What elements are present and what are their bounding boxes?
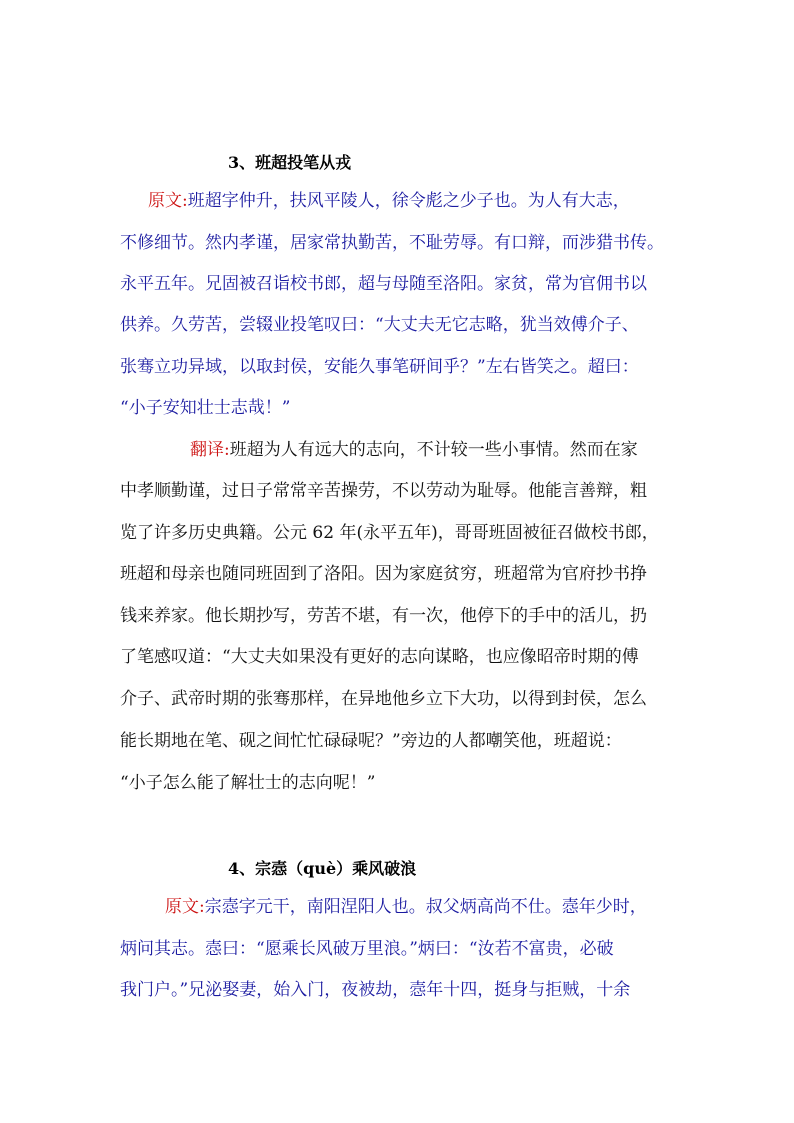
section3-original-line-1: 原文:班超字仲升，扶风平陵人，徐令彪之少子也。为人有大志，	[148, 191, 630, 211]
section3-translation-line-8: 能长期地在笔、砚之间忙忙碌碌呢？”旁边的人都嘲笑他，班超说：	[120, 731, 622, 751]
section3-translation-line-2: 中孝顺勤谨，过日子常常辛苦操劳，不以劳动为耻辱。他能言善辩，粗	[120, 481, 647, 501]
section3-translation-line-7: 介子、武帝时期的张骞那样，在异地他乡立下大功，以得到封侯，怎么	[120, 689, 647, 709]
section3-original-line-5: 张骞立功异域，以取封侯，安能久事笔研间乎？”左右皆笑之。超曰：	[120, 357, 639, 377]
original-label: 原文:	[148, 191, 188, 211]
section3-original-line-3: 永平五年。兄固被召诣校书郎，超与母随至洛阳。家贫，常为官佣书以	[120, 274, 647, 294]
section4-original-line-2: 炳问其志。悫曰：“愿乘长风破万里浪。”炳曰：“汝若不富贵，必破	[120, 939, 614, 959]
section4-heading: 4、宗悫（què）乘风破浪	[228, 859, 417, 878]
section3-translation-line-9: “小子怎么能了解壮士的志向呢！”	[120, 773, 376, 793]
section3-translation-line-3: 览了许多历史典籍。公元 62 年(永平五年)，哥哥班固被征召做校书郎，	[120, 523, 659, 543]
section4-original-line-3: 我门户。”兄泌娶妻，始入门，夜被劫，悫年十四，挺身与拒贼，十余	[120, 980, 631, 1000]
section3-translation-line-6: 了笔感叹道：“大丈夫如果没有更好的志向谋略，也应像昭帝时期的傅	[120, 647, 639, 667]
original-label: 原文:	[165, 897, 205, 917]
section3-original-line-6: “小子安知壮士志哉！”	[120, 398, 291, 418]
section4-original-line-1: 原文:宗悫字元干，南阳涅阳人也。叔父炳高尚不仕。悫年少时，	[165, 897, 647, 917]
section3-translation-line-5: 钱来养家。他长期抄写，劳苦不堪，有一次，他停下的手中的活儿，扔	[120, 606, 647, 626]
section3-original-line-2: 不修细节。然内孝谨，居家常执勤苦，不耻劳辱。有口辩，而涉猎书传。	[120, 233, 664, 253]
section3-translation-line-1: 翻译:班超为人有远大的志向，不计较一些小事情。然而在家	[190, 440, 638, 460]
section3-translation-line-4: 班超和母亲也随同班固到了洛阳。因为家庭贫穷，班超常为官府抄书挣	[120, 564, 647, 584]
translation-label: 翻译:	[190, 440, 230, 460]
section3-heading: 3、班超投笔从戎	[228, 153, 352, 172]
section3-original-line-4: 供养。久劳苦，尝辍业投笔叹曰：“大丈夫无它志略，犹当效傅介子、	[120, 315, 639, 335]
